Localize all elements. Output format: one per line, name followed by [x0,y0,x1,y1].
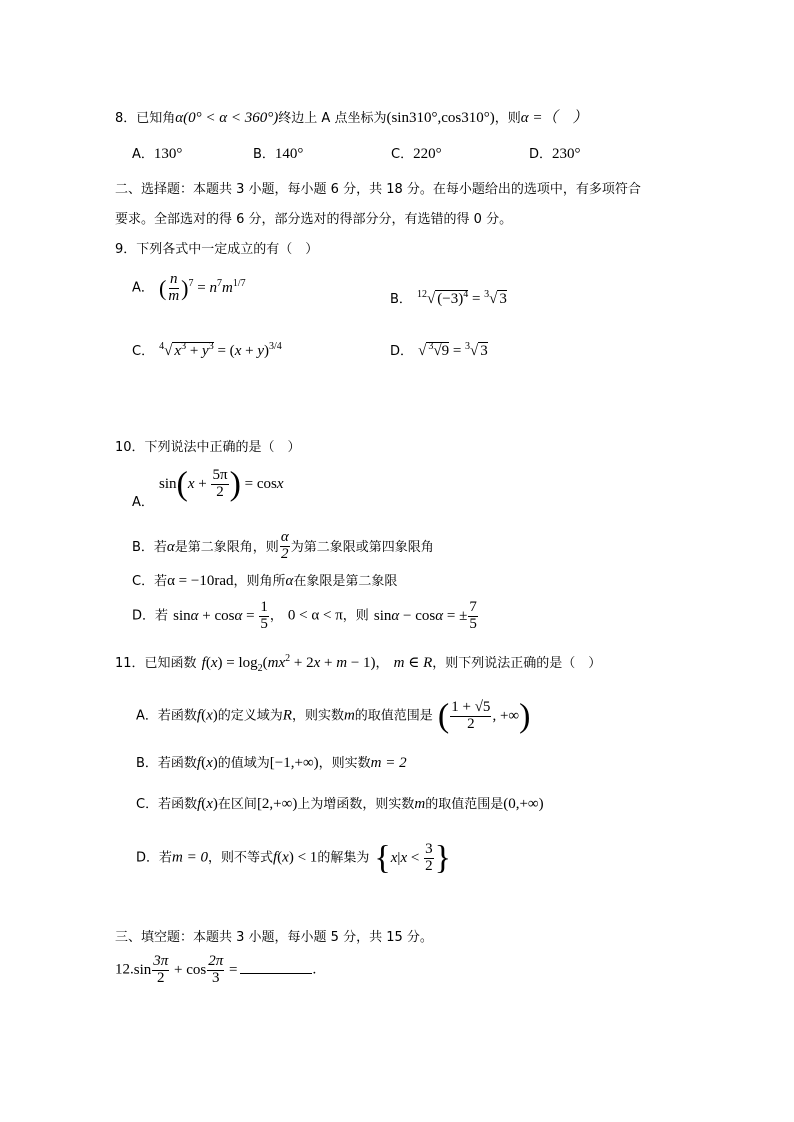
q11-option-a: A．若函数f(x)的定义域为R，则实数m的取值范围是 ( $\frac{1 + √5}{2}$ , +∞) [136,697,531,735]
q9-c-formula: $^4$√ $x^3 + y^3 = (x + y)^{3/4}$ [159,341,282,359]
q10-d-condition: sinα + cosα = $\frac{1}{5}$ [173,599,268,632]
q10-option-d: D．若 sinα + cosα = $\frac{1}{5}$ ， 0 < α < π，则 sinα − cosα = ± $\frac{7}{5}$ [132,599,477,632]
q10-a-formula: sin(x + $\frac{5\pi}{2}$ ) = cosx [159,465,284,503]
q9-d-formula: √ $^3$√9 = $^3$√ 3 [418,341,488,359]
q9-b-formula: $^{12}$√ $(-3)^4 = ^3√$ 3 [417,289,507,307]
q12-fill-blank: 12.sin $\frac{3\pi}{2}$ + cos $\frac{2\pi}{3}$ = . [115,953,317,986]
q11-a-range: ( $\frac{1 + √5}{2}$ , +∞) [437,697,531,735]
q8-option-b: B．140° [253,146,304,162]
q10-d-conclusion: sinα − cosα = ± $\frac{7}{5}$ [373,599,477,632]
q9-a-formula: ( $\frac{n}{m}$ )$^7 = n^7m^{1/7}$ [159,271,246,304]
q11-option-c: C．若函数f(x)在区间[2,+∞)上为增函数，则实数m的取值范围是(0,+∞) [136,796,544,812]
section-2-heading-line2: 要求。全部选对的得 6 分，部分选对的得部分分，有选错的得 0 分。 [115,212,513,227]
q10-option-a: $_{A.}$ sin(x + $\frac{5\pi}{2}$ ) = cosx [132,465,284,510]
q8-option-c: C．220° [391,146,442,162]
q11-d-solution-set: {x|x < $\frac{3}{2}$ } [374,839,451,877]
q8-option-d: D．230° [529,146,581,162]
q9-stem: 9．下列各式中一定成立的有（ ） [115,242,319,257]
q10-stem: 10．下列说法中正确的是（ ） [115,440,301,455]
q9-option-b: B． $^{12}$√ $(-3)^4 = ^3√$ 3 [390,289,507,307]
q8-point: (sin310°,cos310°) [386,110,495,126]
section-2-heading-line1: 二、选择题：本题共 3 小题，每小题 6 分，共 18 分。在每小题给出的选项中，有多项符合 [115,182,641,197]
q9-option-d: D． √ $^3$√9 = $^3$√ 3 [390,341,488,359]
q8-number: 8． [115,111,137,126]
q10-option-b: B．若α是第二象限角，则 $\frac{\alpha}{2}$ 为第二象限或第四象限角 [132,529,434,562]
q11-option-d: D．若m = 0，则不等式f(x) < 1的解集为 {x|x < $\frac{3}{2}$ } [136,839,451,877]
q9-option-a: A． ( $\frac{n}{m}$ )$^7 = n^7m^{1/7}$ [132,271,246,304]
q12-answer-blank[interactable] [240,959,312,974]
q11-option-b: B．若函数f(x)的值域为[−1,+∞)，则实数m = 2 [136,755,407,771]
q8-option-a: A．130° [132,146,183,162]
q11-stem: 11．已知函数 $f(x) = \log_2(mx^2 + 2x + m - 1)$， m ∈ R，则下列说法正确的是（ ） [115,653,602,674]
q9-option-c: C． $^4$√ $x^3 + y^3 = (x + y)^{3/4}$ [132,341,282,359]
q10-option-c: C．若α = −10rad，则角所α在象限是第二象限 [132,573,398,589]
section-3-heading: 三、填空题：本题共 3 小题，每小题 5 分，共 15 分。 [115,930,433,945]
question-8: 8．已知角α(0° < α < 360°)终边上 A 点坐标为(sin310°,cos310°)，则α =（ ） [115,110,588,126]
q8-alpha-range: α(0° < α < 360°) [175,110,279,126]
q11-function: $f(x) = \log_2(mx^2 + 2x + m - 1)$ [201,653,376,674]
